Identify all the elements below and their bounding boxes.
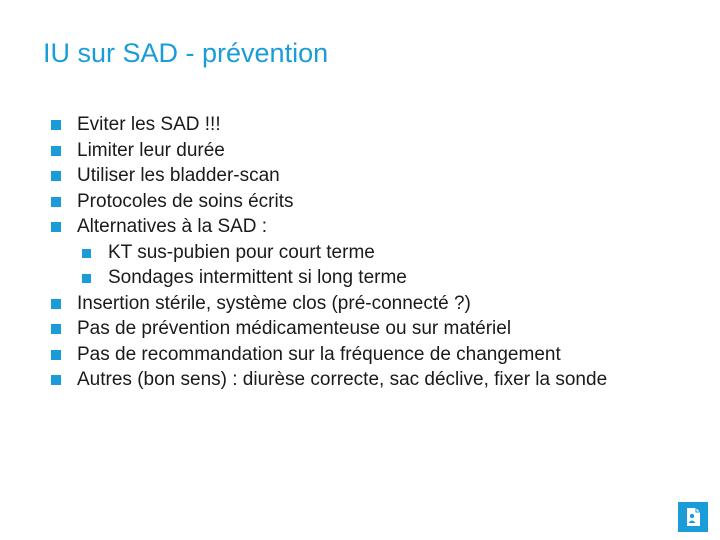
list-item-text: Autres (bon sens) : diurèse correcte, sac déclive, fixer la sonde (77, 369, 608, 390)
square-bullet-icon (82, 249, 91, 258)
square-bullet-icon (51, 350, 61, 360)
slide-title: IU sur SAD - prévention (43, 38, 329, 68)
square-bullet-icon (51, 375, 61, 385)
list-item-text: KT sus-pubien pour court terme (108, 241, 375, 263)
list-item-text: Pas de recommandation sur la fréquence de changement (77, 343, 561, 365)
list-item (50, 367, 670, 393)
list-item-text: Sondages intermittent si long terme (108, 267, 407, 288)
square-bullet-icon (51, 324, 61, 334)
list-item (50, 138, 670, 164)
square-bullet-icon (51, 299, 61, 309)
document-person-icon (678, 502, 708, 532)
square-bullet-icon (51, 222, 61, 232)
list-item (50, 316, 670, 342)
square-bullet-icon (51, 146, 61, 156)
list-item-text: Eviter les SAD !!! (77, 114, 221, 135)
list-item-text: Limiter leur durée (77, 139, 225, 161)
list-item (50, 291, 670, 317)
list-item (50, 189, 670, 215)
sub-list-item (50, 240, 670, 266)
list-item (50, 163, 670, 189)
bullet-list (50, 112, 670, 393)
square-bullet-icon (82, 274, 91, 283)
list-item (50, 342, 670, 368)
list-item-text: Insertion stérile, système clos (pré-connecté ?) (77, 292, 471, 314)
list-item-text: Alternatives à la SAD : (77, 216, 268, 237)
list-item-text: Protocoles de soins écrits (77, 190, 294, 212)
square-bullet-icon (51, 171, 61, 181)
list-item (50, 112, 670, 138)
list-item (50, 214, 670, 240)
list-item-text: Utiliser les bladder-scan (77, 165, 280, 186)
square-bullet-icon (51, 120, 61, 130)
sub-list-item (50, 265, 670, 291)
list-item-text: Pas de prévention médicamenteuse ou sur matériel (77, 318, 512, 339)
square-bullet-icon (51, 197, 61, 207)
